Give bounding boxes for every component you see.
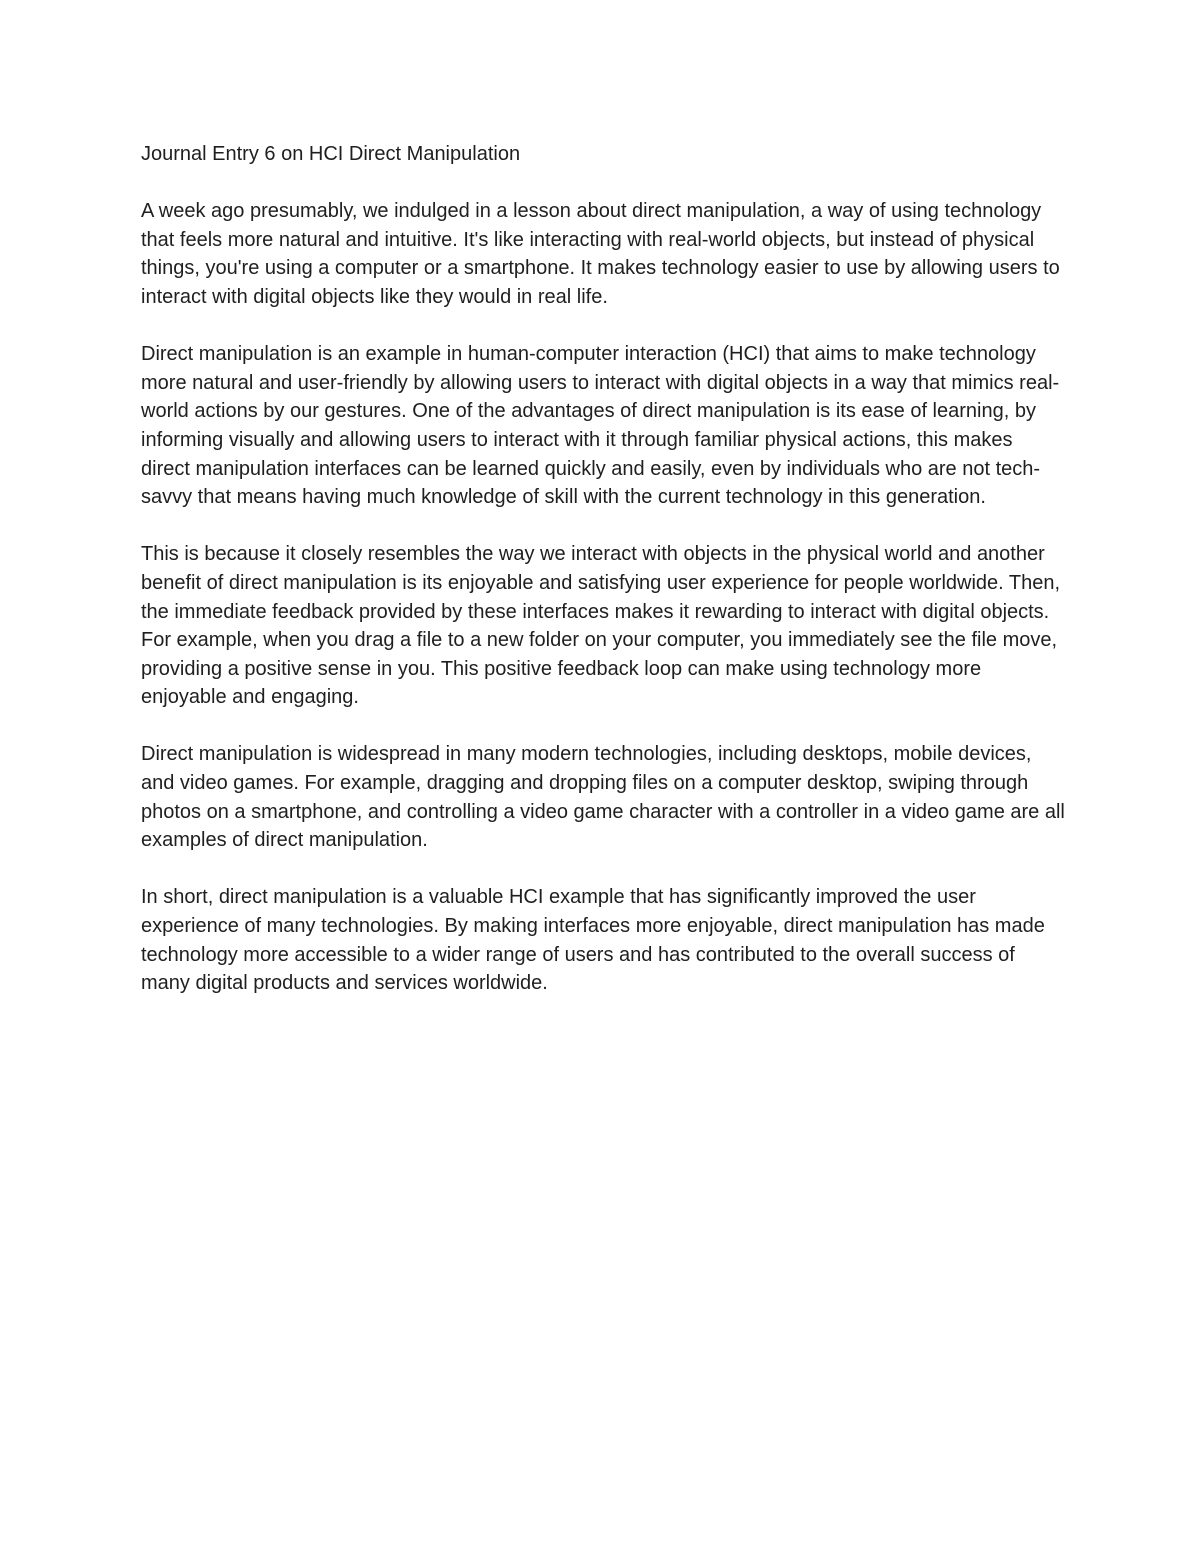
document-body	[141, 140, 1066, 1026]
paragraph-5: In short, direct manipulation is a valuable HCI example that has significantly improved the user experience of many technologies. By making interfaces more enjoyable, direct manipulation has made technology more accessible to a wider range of users and has contributed to the overall success of many digital products and services worldwide.	[141, 886, 1045, 995]
paragraph-2: Direct manipulation is an example in human-computer interaction (HCI) that aims to make technology more natural and user-friendly by allowing users to interact with digital objects in a way that mimics real-world actions by our gestures. One of the advantages of direct manipulation is its ease of learning, by informing visually and allowing users to interact with it through familiar physical actions, this makes direct manipulation interfaces can be learned quickly and easily, even by individuals who are not tech-savvy that means having much knowledge of skill with the current technology in this generation.	[141, 343, 1060, 509]
paragraph-3: This is because it closely resembles the way we interact with objects in the physical world and another benefit of direct manipulation is its enjoyable and satisfying user experience for people worldwide. Then, the immediate feedback provided by these interfaces makes it rewarding to interact with digital objects. For example, when you drag a file to a new folder on your computer, you immediately see the file move, providing a positive sense in you. This positive feedback loop can make using technology more enjoyable and engaging.	[141, 543, 1061, 709]
document-title: Journal Entry 6 on HCI Direct Manipulation	[141, 143, 521, 165]
paragraph-1: A week ago presumably, we indulged in a lesson about direct manipulation, a way of using technology that feels more natural and intuitive. It's like interacting with real-world objects, but instead of physical things, you're using a computer or a smartphone. It makes technology easier to use by allowing users to interact with digital objects like they would in real life.	[141, 200, 1060, 308]
paragraph-4: Direct manipulation is widespread in many modern technologies, including desktops, mobile devices, and video games. For example, dragging and dropping files on a computer desktop, swiping through photos on a smartphone, and controlling a video game character with a controller in a video game are all examples of direct manipulation.	[141, 743, 1065, 852]
